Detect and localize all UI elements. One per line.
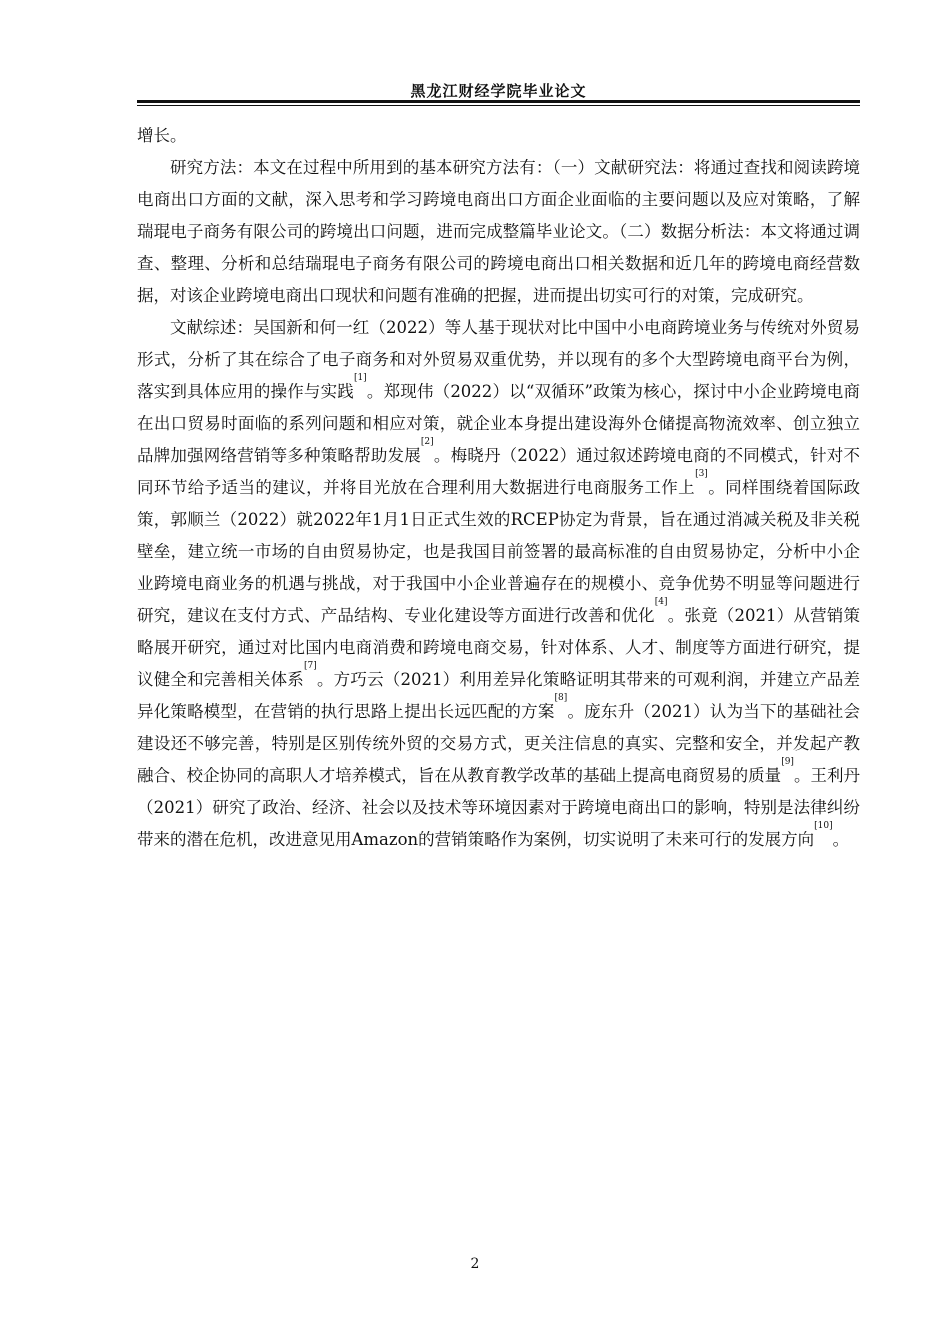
running-header-title: 黑龙江财经学院毕业论文 [410, 82, 587, 100]
citation-ref: [2] [420, 437, 434, 447]
citation-ref: [3] [695, 469, 708, 479]
text-segment: 文献综述：吴国新和何一红（2022）等人基于现状对比中国中小电商跨境业务与传统对外贸易形式，分析了其在综合了电子商务和对外贸易双重优势，并以现有的多个大型跨境电商平台为例，落实到具体应用的操作与实践 [137, 318, 860, 401]
text-segment: 。方巧云（2021）利用差异化策略证明其带来的可观利润，并建立产品差异化策略模型，在营销的执行思路上提出长远匹配的方案 [137, 670, 860, 721]
paragraph-literature-review [137, 312, 860, 856]
page-number: 2 [470, 1256, 480, 1272]
text-segment: 。郑现伟（2022）以“双循环”政策为核心，探讨中小企业跨境电商在出口贸易时面临的系列问题和相应对策，就企业本身提出建设海外仓储提高物流效率、创立独立品牌加强网络营销等多种策略帮助发展 [137, 382, 860, 465]
citation-ref: [8] [554, 693, 568, 703]
header-rule-thick [137, 100, 860, 103]
text-segment: 。张竟（2021）从营销策略展开研究，通过对比国内电商消费和跨境电商交易，针对体系、人才、制度等方面进行研究，提议健全和完善相关体系 [137, 606, 861, 689]
text-segment: 。梅晓丹（2022）通过叙述跨境电商的不同模式，针对不同环节给予适当的建议，并将目光放在合理利用大数据进行电商服务工作上 [137, 446, 860, 497]
citation-ref: [4] [654, 597, 668, 607]
header-rule-thin [137, 105, 860, 106]
text-segment: 。王利丹（2021）研究了政治、经济、社会以及技术等环境因素对于跨境电商出口的影响，特别是法律纠纷带来的潜在危机，改进意见用Amazon的营销策略作为案例，切实说明了未来可行的发展方向 [137, 766, 861, 849]
citation-ref: [1] [353, 373, 367, 383]
text-segment: 。 [832, 830, 850, 849]
paragraph-continuation: 增长。 [137, 126, 187, 145]
text-segment: 。同样围绕着国际政策，郭顺兰（2022）就2022年1月1日正式生效的RCEP协定为背景，旨在通过消减关税及非关税壁垒，建立统一市场的自由贸易协定，也是我国目前签署的最高标准的自由贸易协定，分析中小企业跨境电商业务的机遇与挑战，对于我国中小企业普遍存在的规模小、竞争优势不明显等问题进行研究，建议在支付方式、产品结构、专业化建设等方面进行改善和优化 [137, 478, 861, 625]
citation-ref: [7] [304, 661, 317, 671]
paragraph-research-methods: 研究方法：本文在过程中所用到的基本研究方法有：（一）文献研究法：将通过查找和阅读跨境电商出口方面的文献，深入思考和学习跨境电商出口方面企业面临的主要问题以及应对策略，了解瑞琨电子商务有限公司的跨境出口问题，进而完成整篇毕业论文。（二）数据分析法：本文将通过调查、整理、分析和总结瑞琨电子商务有限公司的跨境电商出口相关数据和近几年的跨境电商经营数据，对该企业跨境电商出口现状和问题有准确的把握，进而提出切实可行的对策，完成研究。 [137, 158, 860, 305]
citation-ref: [10] [814, 821, 833, 831]
body-text [137, 120, 860, 856]
citation-ref: [9] [781, 757, 794, 767]
text-segment: 。庞东升（2021）认为当下的基础社会建设还不够完善，特别是区别传统外贸的交易方式，更关注信息的真实、完整和安全，并发起产教融合、校企协同的高职人才培养模式，旨在从教育教学改革的基础上提高电商贸易的质量 [137, 702, 860, 785]
